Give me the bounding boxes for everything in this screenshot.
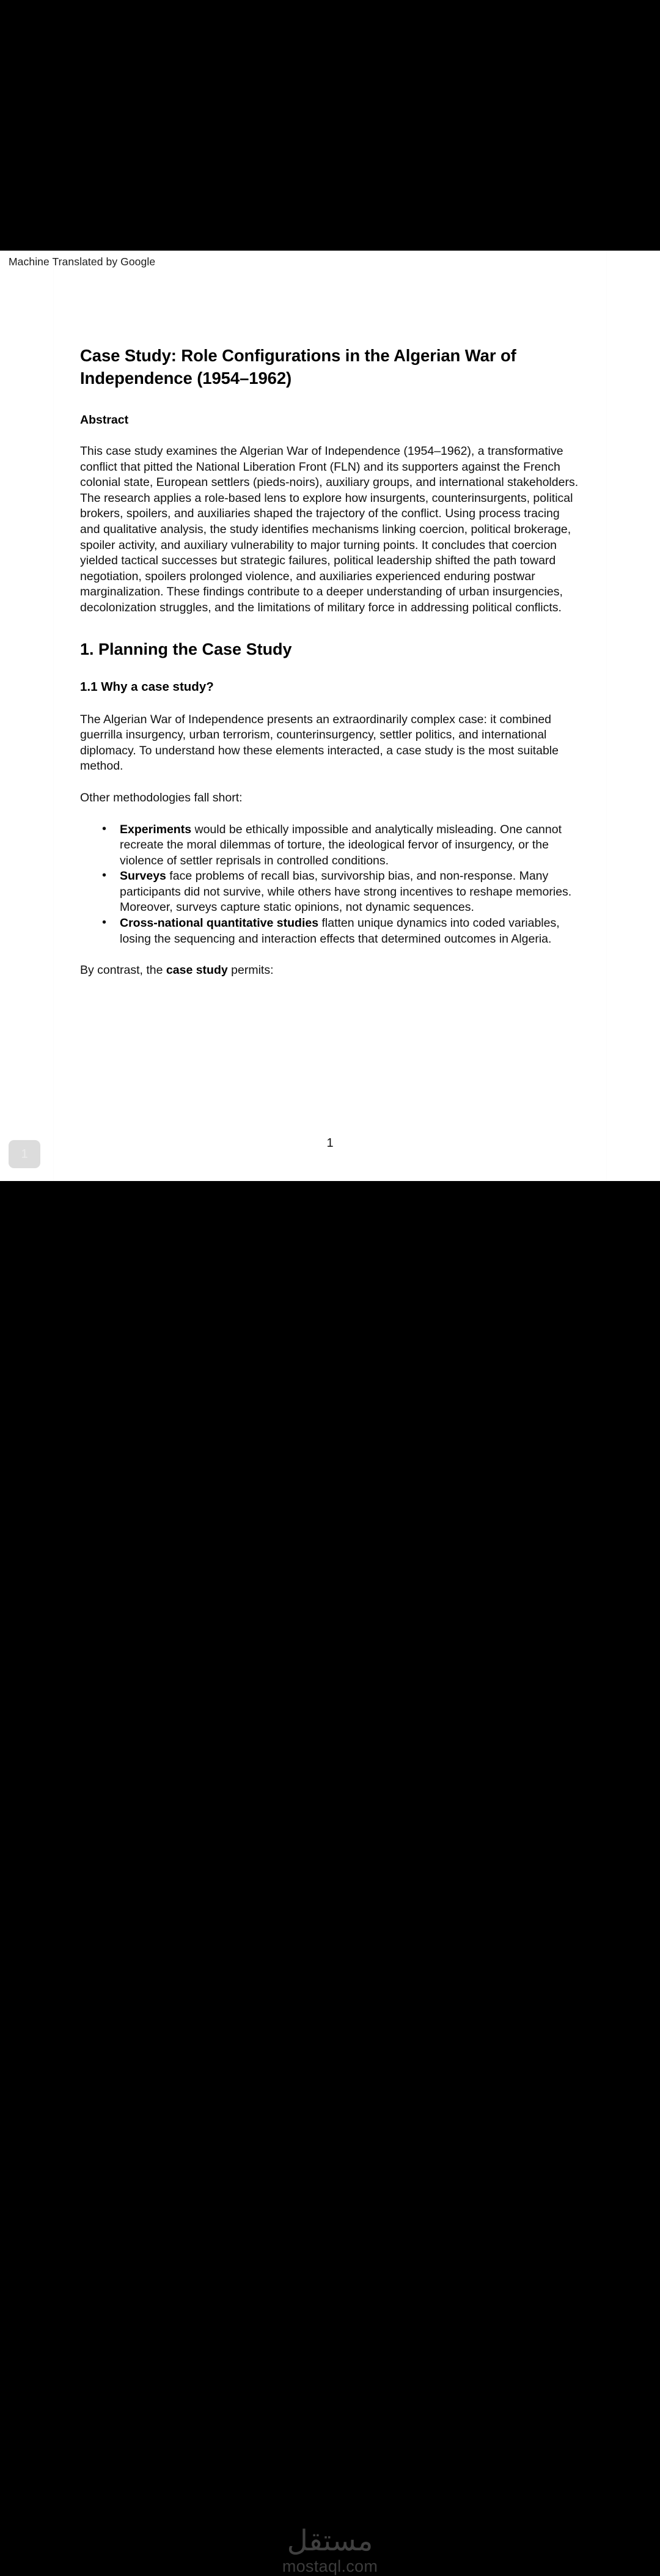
list-item-text: face problems of recall bias, survivorship bias, and non-response. Many participants did not survive, while others have strong incentives to reshape memories. Moreover, surveys capture static opinions, not dynamic sequences. xyxy=(120,869,572,914)
top-letterbox-area xyxy=(0,0,660,251)
paragraph-by-contrast xyxy=(80,963,579,979)
by-contrast-prefix: By contrast, the xyxy=(80,963,166,977)
paragraph-other-methodologies: Other methodologies fall short: xyxy=(80,790,243,804)
subsection-heading-1-1: 1.1 Why a case study? xyxy=(80,679,214,694)
list-item xyxy=(80,916,579,947)
list-item-text: flatten unique dynamics into coded variables, losing the sequencing and interaction effects that determined outcomes in Algeria. xyxy=(120,916,560,946)
by-contrast-suffix: permits: xyxy=(227,963,274,977)
mostaql-watermark xyxy=(0,2525,660,2576)
abstract-paragraph: This case study examines the Algerian War of Independence (1954–1962), a transformative conflict that pitted the National Liberation Front (FLN) and its supporters against the French colonial state, European settlers (pieds-noirs), auxiliary groups, and international stakeholders. The research applies a role-based lens to explore how insurgents, counterinsurgents, political brokers, spoilers, and auxiliaries shaped the trajectory of the conflict. Using process tracing and qualitative analysis, the study identifies mechanisms linking coercion, political brokerage, spoiler activity, and auxiliary vulnerability to major turning points. It concludes that coercion yielded tactical successes but strategic failures, political leadership shifted the path toward negotiation, spoilers prolonged violence, and auxiliaries experienced enduring postwar marginalization. These findings contribute to a deeper understanding of urban insurgencies, decolonization struggles, and the limitations of military force in addressing political conflicts. xyxy=(80,444,579,614)
section-heading-1: 1. Planning the Case Study xyxy=(80,639,292,658)
page-title: Case Study: Role Configurations in the Algerian War of Independence (1954–1962) xyxy=(80,346,516,388)
bottom-letterbox-area xyxy=(0,1181,660,2575)
methodology-shortcomings-list xyxy=(80,822,579,948)
list-item-lead: Experiments xyxy=(120,822,192,836)
list-item xyxy=(80,822,579,869)
list-item-text: would be ethically impossible and analytically misleading. One cannot recreate the moral dilemmas of torture, the ideological fervor of insurgency, or the violence of settler reprisals in controlled conditions. xyxy=(120,822,562,867)
list-item-lead: Surveys xyxy=(120,869,166,883)
list-item-lead: Cross-national quantitative studies xyxy=(120,916,319,930)
by-contrast-emphasis: case study xyxy=(166,963,228,977)
mostaql-logo-arabic: مستقل xyxy=(287,2524,373,2558)
document-page xyxy=(0,251,660,1181)
abstract-heading: Abstract xyxy=(80,413,129,427)
document-content xyxy=(80,344,579,995)
machine-translated-banner: Machine Translated by Google xyxy=(9,256,156,268)
list-item xyxy=(80,869,579,916)
mostaql-logo-domain: mostaql.com xyxy=(282,2557,378,2575)
page-number-footer: 1 xyxy=(326,1136,334,1150)
page-thumbnail-badge[interactable]: 1 xyxy=(9,1140,40,1168)
paragraph-complexity: The Algerian War of Independence presents an extraordinarily complex case: it combined guerrilla insurgency, urban terrorism, counterinsurgency, settler politics, and international diplomacy. To understand how these elements interacted, a case study is the most suitable method. xyxy=(80,712,559,773)
